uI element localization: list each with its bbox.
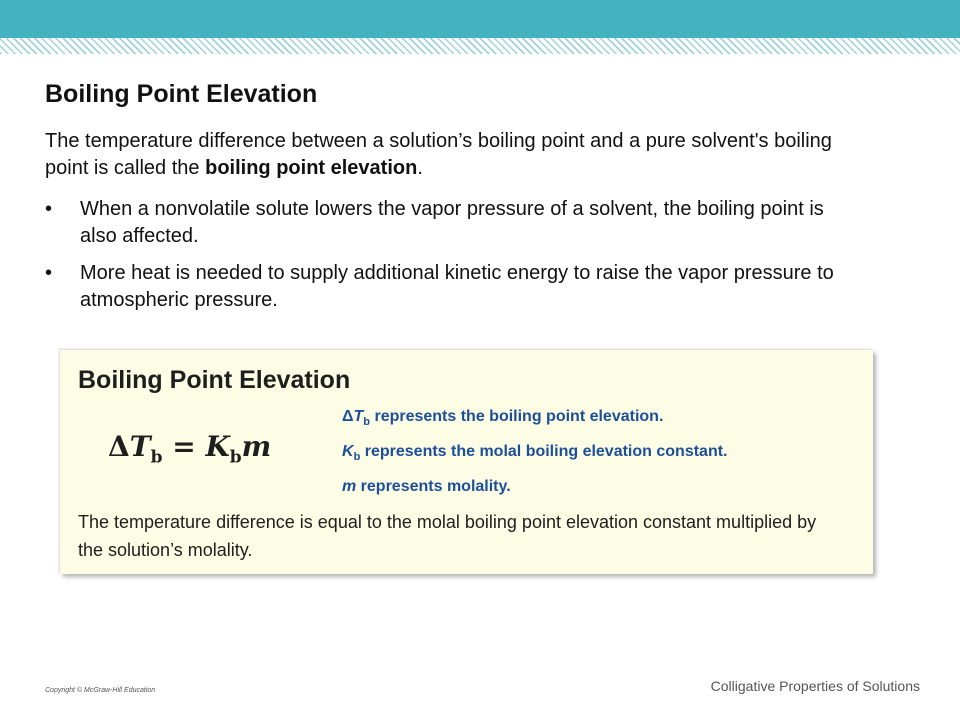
- definitions-list: [342, 402, 727, 502]
- bullet-list: [45, 196, 835, 324]
- formula-box-title: Boiling Point Elevation: [78, 366, 351, 394]
- definition-text: represents molality.: [356, 478, 511, 496]
- bullet-dot: •: [45, 262, 53, 284]
- header-color-band: [0, 0, 960, 38]
- equation-k-subscript: b: [229, 447, 242, 468]
- intro-end: .: [417, 157, 423, 179]
- formula-box-note: The temperature difference is equal to the molal boiling point elevation constant multiplied by the solution’s molality.: [78, 512, 817, 560]
- copyright-text: Copyright © McGraw-Hill Education: [45, 687, 156, 694]
- intro-text: The temperature difference between a solution’s boiling point and a pure solvent's boiling point is called the: [45, 130, 832, 179]
- equation-t-subscript: b: [150, 447, 163, 468]
- equation-equals: =: [162, 430, 206, 463]
- definition-text: represents the molal boiling elevation constant.: [360, 443, 728, 461]
- bullet-item: [45, 260, 835, 314]
- formula-box: [60, 350, 873, 574]
- bullet-text: More heat is needed to supply additional kinetic energy to raise the vapor pressure to atmospheric pressure.: [80, 262, 834, 311]
- footer-topic: Colligative Properties of Solutions: [710, 678, 920, 694]
- slide-title: Boiling Point Elevation: [45, 80, 318, 108]
- header-hatch-band: [0, 38, 960, 54]
- definition-k-b: [342, 437, 727, 472]
- definition-symbol-prefix: Δ: [342, 408, 354, 425]
- bullet-text: When a nonvolatile solute lowers the vapor pressure of a solvent, the boiling point is also affected.: [80, 198, 824, 247]
- equation-k: K: [205, 430, 230, 463]
- equation-t: T: [129, 430, 151, 463]
- definition-delta-t: [342, 402, 727, 437]
- intro-paragraph: [45, 128, 835, 182]
- definition-subscript: b: [363, 416, 371, 429]
- intro-bold-term: boiling point elevation: [205, 157, 418, 179]
- definition-subscript: b: [353, 451, 361, 464]
- definition-symbol: m: [342, 478, 357, 496]
- equation-m: m: [241, 430, 272, 463]
- bullet-dot: •: [45, 198, 53, 220]
- boiling-point-equation: [108, 430, 271, 468]
- definition-symbol: T: [353, 408, 364, 425]
- equation-delta: Δ: [108, 430, 130, 463]
- definition-m: [342, 472, 727, 502]
- definition-symbol: K: [342, 443, 354, 461]
- definition-text: represents the boiling point elevation.: [370, 408, 664, 425]
- bullet-item: [45, 196, 835, 250]
